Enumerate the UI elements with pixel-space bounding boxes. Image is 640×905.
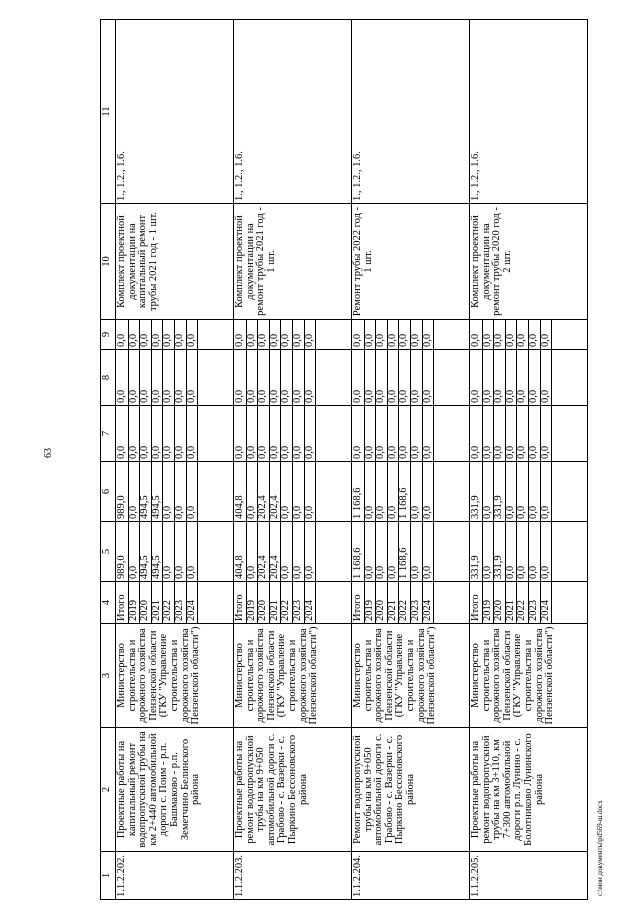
row-col9-value: 0,0 (281, 320, 293, 349)
row-ref: 1., 1.2., 1.6. (116, 20, 234, 204)
row-col5-value: 1 168,6 (353, 522, 365, 581)
row-col6-value: 331,9 (494, 462, 506, 521)
row-col8-value: 0,0 (411, 350, 423, 405)
column-header-4: 4 (101, 582, 116, 624)
row-col5-value: 0,0 (247, 522, 259, 581)
row-name: Проектные работы на ремонт водопропускной трубы на км 3+110, км 7+300 автомобильной дороги р.п. Лунино - с. Болотниково Лунинского района (470, 728, 588, 852)
row-code: 1.1.2.204. (352, 852, 470, 900)
row-col5 (470, 522, 588, 582)
row-col5-value: 494,5 (152, 522, 164, 581)
row-col7-value: 0,0 (494, 406, 506, 461)
row-col9-value: 0,0 (175, 320, 187, 349)
row-col7-value: 0,0 (235, 406, 247, 461)
row-col8 (116, 350, 234, 406)
row-col7-value: 0,0 (365, 406, 377, 461)
row-col8-value: 0,0 (353, 350, 365, 405)
row-col7 (234, 406, 352, 462)
row-col6-value: 989,0 (117, 462, 129, 521)
row-years-value: 2022 (399, 582, 411, 623)
row-years-value: Итого (353, 582, 365, 623)
row-col8-value: 0,0 (235, 350, 247, 405)
row-col7-value: 0,0 (258, 406, 270, 461)
row-col5-value: 0,0 (129, 522, 141, 581)
row-col7-value: 0,0 (187, 406, 199, 461)
row-col8-value: 0,0 (471, 350, 483, 405)
row-col7 (352, 406, 470, 462)
row-col8-value: 0,0 (175, 350, 187, 405)
row-col8-value: 0,0 (258, 350, 270, 405)
row-years-value: 2019 (365, 582, 377, 623)
row-col7-value: 0,0 (529, 406, 541, 461)
row-col7-value: 0,0 (305, 406, 317, 461)
row-col6-value: 0,0 (281, 462, 293, 521)
row-col5-value: 0,0 (376, 522, 388, 581)
row-years-value: 2022 (281, 582, 293, 623)
page-number: 63 (43, 448, 54, 458)
row-col9 (234, 320, 352, 350)
row-col9-value: 0,0 (399, 320, 411, 349)
table-rotated-frame (100, 20, 590, 900)
row-col8-value: 0,0 (163, 350, 175, 405)
row-code: 1.1.2.202. (116, 852, 234, 900)
row-col5-value: 0,0 (305, 522, 317, 581)
row-col8-value: 0,0 (423, 350, 435, 405)
row-col5 (352, 522, 470, 582)
row-col6-value: 404,8 (235, 462, 247, 521)
row-col9-value: 0,0 (270, 320, 282, 349)
column-header-1: 1 (101, 852, 116, 900)
row-col5-value: 0,0 (529, 522, 541, 581)
row-col8-value: 0,0 (117, 350, 129, 405)
row-years-value: 2024 (187, 582, 199, 623)
row-years-value: Итого (117, 582, 129, 623)
column-header-2: 2 (101, 728, 116, 852)
row-years-value: 2023 (175, 582, 187, 623)
row-col6 (116, 462, 234, 522)
row-col5-value: 404,8 (235, 522, 247, 581)
row-years-value: 2019 (483, 582, 495, 623)
row-years-value: Итого (235, 582, 247, 623)
row-col5 (234, 522, 352, 582)
row-executor: Министерство строительства и дорожного хозяйства Пензенской области (ГКУ "Управление строительства и дорожного хозяйства Пензенской области") (470, 624, 588, 728)
row-col9-value: 0,0 (235, 320, 247, 349)
row-col6 (352, 462, 470, 522)
row-col9-value: 0,0 (258, 320, 270, 349)
row-col9-value: 0,0 (353, 320, 365, 349)
row-col9-value: 0,0 (140, 320, 152, 349)
row-col5-value: 0,0 (187, 522, 199, 581)
row-years-value: 2023 (529, 582, 541, 623)
row-col8-value: 0,0 (281, 350, 293, 405)
row-col9-value: 0,0 (129, 320, 141, 349)
row-col9-value: 0,0 (411, 320, 423, 349)
row-col6-value: 0,0 (506, 462, 518, 521)
row-col8-value: 0,0 (247, 350, 259, 405)
row-col9-value: 0,0 (305, 320, 317, 349)
row-col6-value: 0,0 (483, 462, 495, 521)
row-col8-value: 0,0 (529, 350, 541, 405)
row-col5-value: 0,0 (506, 522, 518, 581)
row-col5-value: 202,4 (270, 522, 282, 581)
row-ref: 1., 1.2., 1.6. (470, 20, 588, 204)
row-years-value: 2021 (388, 582, 400, 623)
row-col8-value: 0,0 (494, 350, 506, 405)
row-col6-value: 0,0 (293, 462, 305, 521)
row-col5-value: 0,0 (517, 522, 529, 581)
row-col9-value: 0,0 (365, 320, 377, 349)
column-header-8: 8 (101, 350, 116, 406)
row-col6-value: 1 168,6 (353, 462, 365, 521)
row-years-value: 2022 (517, 582, 529, 623)
row-col6-value: 0,0 (388, 462, 400, 521)
row-executor: Министерство строительства и дорожного хозяйства Пензенской области (ГКУ "Управление строительства и дорожного хозяйства Пензенской области") (234, 624, 352, 728)
row-years-value: 2021 (506, 582, 518, 623)
row-col6-value: 0,0 (129, 462, 141, 521)
row-years-value: 2020 (494, 582, 506, 623)
row-col6 (470, 462, 588, 522)
row-col8 (352, 350, 470, 406)
row-result: Комплект проектной документации на ремонт трубы 2020 год - 2 шт. (470, 204, 588, 320)
row-col6 (234, 462, 352, 522)
row-years-value: Итого (471, 582, 483, 623)
row-col5-value: 0,0 (483, 522, 495, 581)
row-years-value: 2019 (247, 582, 259, 623)
row-col7-value: 0,0 (129, 406, 141, 461)
row-col8-value: 0,0 (399, 350, 411, 405)
table-row (234, 20, 352, 900)
row-col9-value: 0,0 (293, 320, 305, 349)
row-col5-value: 0,0 (541, 522, 553, 581)
column-header-3: 3 (101, 624, 116, 728)
row-years-value: 2021 (270, 582, 282, 623)
row-years-value: 2021 (152, 582, 164, 623)
row-col5-value: 0,0 (293, 522, 305, 581)
row-col9-value: 0,0 (506, 320, 518, 349)
row-col7 (470, 406, 588, 462)
column-header-6: 6 (101, 462, 116, 522)
row-col5-value: 989,0 (117, 522, 129, 581)
row-col8-value: 0,0 (376, 350, 388, 405)
row-col7 (116, 406, 234, 462)
row-col7-value: 0,0 (293, 406, 305, 461)
row-col7-value: 0,0 (471, 406, 483, 461)
row-col8-value: 0,0 (187, 350, 199, 405)
row-col6-value: 202,4 (270, 462, 282, 521)
row-name: Проектные работы на ремонт водопропускной трубы на км 9+050 автомобильной дороги с. Грабово - с. Вазерки - с. Пыркино Бессоновского района (234, 728, 352, 852)
row-col5-value: 494,5 (140, 522, 152, 581)
row-col7-value: 0,0 (399, 406, 411, 461)
row-years-value: 2024 (305, 582, 317, 623)
row-result: Комплект проектной документации на ремонт трубы 2021 год - 1 шт. (234, 204, 352, 320)
row-col7-value: 0,0 (281, 406, 293, 461)
row-col7-value: 0,0 (506, 406, 518, 461)
row-col6-value: 0,0 (187, 462, 199, 521)
row-col7-value: 0,0 (483, 406, 495, 461)
row-years-value: 2020 (258, 582, 270, 623)
row-col9-value: 0,0 (163, 320, 175, 349)
row-col5-value: 0,0 (175, 522, 187, 581)
row-col5-value: 0,0 (163, 522, 175, 581)
row-executor: Министерство строительства и дорожного хозяйства Пензенской области (ГКУ "Управление строительства и дорожного хозяйства Пензенской области") (116, 624, 234, 728)
row-col6-value: 0,0 (423, 462, 435, 521)
row-col5-value: 1 168,6 (399, 522, 411, 581)
row-col9 (352, 320, 470, 350)
row-col9 (470, 320, 588, 350)
row-col9-value: 0,0 (117, 320, 129, 349)
row-col9-value: 0,0 (471, 320, 483, 349)
column-header-7: 7 (101, 406, 116, 462)
program-table (100, 19, 588, 900)
table-row (470, 20, 588, 900)
table-row (352, 20, 470, 900)
row-col5-value: 0,0 (281, 522, 293, 581)
row-col6-value: 1 168,6 (399, 462, 411, 521)
row-col6-value: 494,5 (140, 462, 152, 521)
row-years-value: 2023 (293, 582, 305, 623)
row-name: Ремонт водопропускной трубы на км 9+050 автомобильной дороги с. Грабово - с. Вазерки - с. Пыркино Бессоновского района (352, 728, 470, 852)
footer-path: c:\мои документы\рd569-ш.docx (596, 800, 604, 896)
row-years (116, 582, 234, 624)
row-col6-value: 0,0 (305, 462, 317, 521)
row-col8-value: 0,0 (129, 350, 141, 405)
row-col5-value: 331,9 (471, 522, 483, 581)
row-col6-value: 0,0 (411, 462, 423, 521)
row-col5-value: 0,0 (423, 522, 435, 581)
row-col7-value: 0,0 (423, 406, 435, 461)
row-executor: Министерство строительства и дорожного хозяйства Пензенской области (ГКУ "Управление строительства и дорожного хозяйства Пензенской области") (352, 624, 470, 728)
row-name: Проектные работы на капитальный ремонт водопропускной трубы на км 2+440 автомобильной дороги с. Поим - р.п. Башмаково - р.п. Земетчино Белинского района (116, 728, 234, 852)
row-col5-value: 202,4 (258, 522, 270, 581)
row-code: 1.1.2.203. (234, 852, 352, 900)
row-col8-value: 0,0 (270, 350, 282, 405)
row-years (470, 582, 588, 624)
row-col8-value: 0,0 (140, 350, 152, 405)
row-years-value: 2023 (411, 582, 423, 623)
row-col9-value: 0,0 (247, 320, 259, 349)
row-col8-value: 0,0 (365, 350, 377, 405)
row-code: 1.1.2.205. (470, 852, 588, 900)
column-header-11: 11 (101, 20, 116, 204)
row-col9-value: 0,0 (529, 320, 541, 349)
row-col8-value: 0,0 (506, 350, 518, 405)
row-ref: 1., 1.2., 1.6. (352, 20, 470, 204)
row-col6-value: 0,0 (163, 462, 175, 521)
row-years-value: 2022 (163, 582, 175, 623)
row-col6-value: 0,0 (175, 462, 187, 521)
row-col9-value: 0,0 (376, 320, 388, 349)
row-col6-value: 0,0 (365, 462, 377, 521)
row-col8 (470, 350, 588, 406)
row-col7-value: 0,0 (541, 406, 553, 461)
row-col8 (234, 350, 352, 406)
row-col6-value: 331,9 (471, 462, 483, 521)
column-header-10: 10 (101, 204, 116, 320)
row-col8-value: 0,0 (305, 350, 317, 405)
row-col7-value: 0,0 (353, 406, 365, 461)
row-col6-value: 0,0 (541, 462, 553, 521)
row-col7-value: 0,0 (175, 406, 187, 461)
row-col9-value: 0,0 (517, 320, 529, 349)
row-col5-value: 0,0 (388, 522, 400, 581)
row-col7-value: 0,0 (247, 406, 259, 461)
row-col8-value: 0,0 (388, 350, 400, 405)
row-years-value: 2019 (129, 582, 141, 623)
table-container (100, 20, 590, 900)
row-col7-value: 0,0 (163, 406, 175, 461)
row-col5-value: 0,0 (411, 522, 423, 581)
row-col8-value: 0,0 (293, 350, 305, 405)
row-col7-value: 0,0 (117, 406, 129, 461)
row-col9 (116, 320, 234, 350)
row-col9-value: 0,0 (388, 320, 400, 349)
row-col7-value: 0,0 (388, 406, 400, 461)
column-number-row (101, 20, 116, 900)
row-col7-value: 0,0 (152, 406, 164, 461)
row-col6-value: 0,0 (517, 462, 529, 521)
row-years-value: 2020 (376, 582, 388, 623)
row-col8-value: 0,0 (541, 350, 553, 405)
column-header-5: 5 (101, 522, 116, 582)
row-col5-value: 331,9 (494, 522, 506, 581)
row-col9-value: 0,0 (494, 320, 506, 349)
row-result: Комплект проектной документации на капитальный ремонт трубы 2021 год - 1 шт. (116, 204, 234, 320)
row-col5 (116, 522, 234, 582)
row-col8-value: 0,0 (152, 350, 164, 405)
row-col8-value: 0,0 (517, 350, 529, 405)
row-col6-value: 0,0 (247, 462, 259, 521)
row-col9-value: 0,0 (483, 320, 495, 349)
row-col7-value: 0,0 (376, 406, 388, 461)
row-col9-value: 0,0 (541, 320, 553, 349)
row-col9-value: 0,0 (187, 320, 199, 349)
row-ref: 1., 1.2., 1.6. (234, 20, 352, 204)
table-row (116, 20, 234, 900)
row-years (234, 582, 352, 624)
row-col9-value: 0,0 (423, 320, 435, 349)
row-years-value: 2024 (541, 582, 553, 623)
row-years-value: 2024 (423, 582, 435, 623)
row-col6-value: 0,0 (376, 462, 388, 521)
row-col9-value: 0,0 (152, 320, 164, 349)
row-col7-value: 0,0 (140, 406, 152, 461)
row-years (352, 582, 470, 624)
column-header-9: 9 (101, 320, 116, 350)
row-result: Ремонт трубы 2022 год - 1 шт. (352, 204, 470, 320)
row-years-value: 2020 (140, 582, 152, 623)
row-col7-value: 0,0 (517, 406, 529, 461)
row-col7-value: 0,0 (411, 406, 423, 461)
row-col6-value: 494,5 (152, 462, 164, 521)
row-col8-value: 0,0 (483, 350, 495, 405)
row-col7-value: 0,0 (270, 406, 282, 461)
row-col6-value: 0,0 (529, 462, 541, 521)
row-col6-value: 202,4 (258, 462, 270, 521)
row-col5-value: 0,0 (365, 522, 377, 581)
